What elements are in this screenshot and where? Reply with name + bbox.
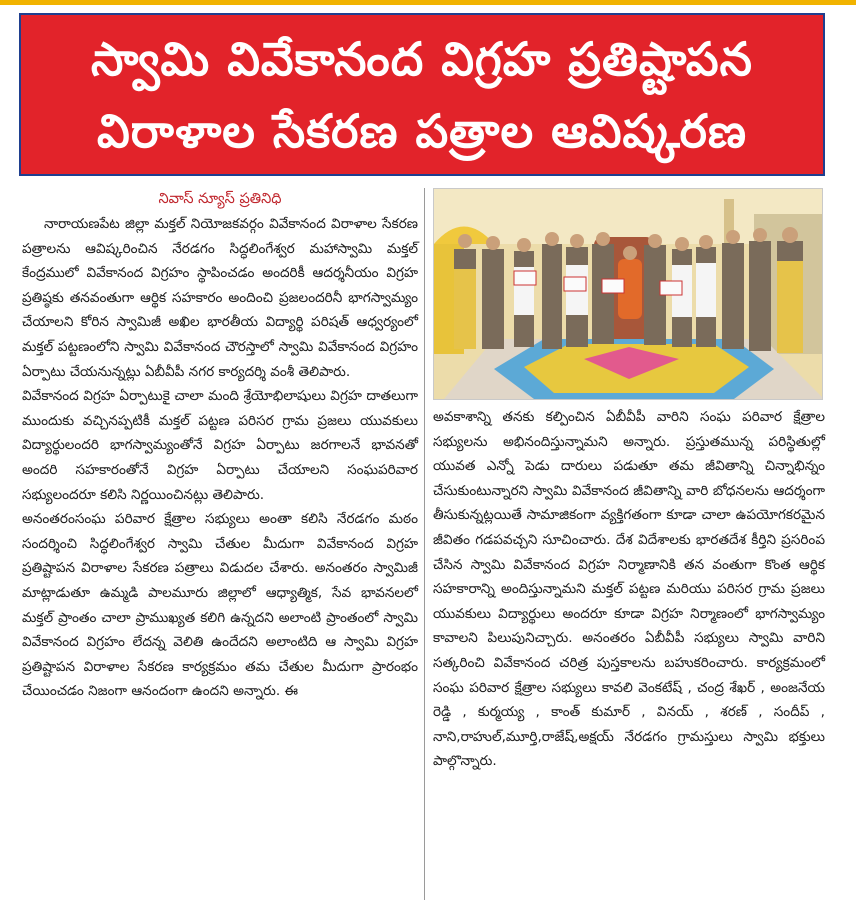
top-rule: [0, 0, 856, 5]
event-photo-illustration: [434, 189, 823, 400]
paragraph: వివేకానంద విగ్రహ ఏర్పాటుకై చాలా మంది శ్రేయోభిలాషులు విగ్రహ దాతలుగా ముందుకు వచ్చినప్పటికీ మక్తల్ పట్టణ పరిసర గ్రామ ప్రజలు యువకులు విద్యార్థులందరి భాగస్వామ్యంతోనే విగ్రహ ఏర్పాటు జరగాలనే భావనతో అందరి సహకారంతోనే విగ్రహ ఏర్పాటు చేయాలని సంఘపరివార సభ్యులందరూ కలిసి నిర్ణయించినట్లు తెలిపారు.: [22, 388, 418, 503]
paragraph: నారాయణపేట జిల్లా మక్తల్ నియోజకవర్గం వివేకానంద విరాళాల సేకరణ పత్రాలను ఆవిష్కరించిన నేరడగం సిద్ధలింగేశ్వర మహాస్వామి మక్తల్ కేంద్రములో వివేకానంద విగ్రహం స్థాపించడం అందరికీ ఆదర్శనీయం విగ్రహ ప్రతిష్ఠకు తనవంతుగా ఆర్థిక సహకారం అందించి ప్రజలందరినీ భాగస్వామ్యం చేయాలని కోరిన స్వామిజీ అఖిల భారతీయ విద్యార్థి పరిషత్ ఆధ్వర్యంలో మక్తల్ పట్టణంలోని స్వామి వివేకానంద చౌరస్తాలో స్వామి వివేకానంద విగ్రహం ఏర్పాటు చేయనున్నట్లు ఏబీవీపీ నగర కార్యదర్శి వంశీ తెలిపారు.: [22, 216, 418, 380]
event-photo: [433, 188, 823, 400]
article-right-column: [433, 405, 825, 774]
paragraph: అవకాశాన్ని తనకు కల్పించిన ఏబీవీపీ వారిని సంఘ పరివార క్షేత్రాల సభ్యులను అభినందిస్తున్నామని అన్నారు. ప్రస్తుతమున్న పరిస్థితుల్లో యువత ఎన్నో పెడు దారులు పడుతూ తమ జీవితాన్ని చిన్నాభిన్నం చేసుకుంటున్నారని స్వామి వివేకానంద జీవితాన్ని వారి బోధనలను ఆదర్శంగా తీసుకున్నట్లయితే సామాజికంగా వ్యక్తిగతంగా కూడా చాలా ఉపయోగకరమైన జీవితం గడపవచ్చని సూచించారు. దేశ విదేశాలకు భారతదేశ కీర్తిని ప్రసరింప చేసిన స్వామి వివేకానంద విగ్రహ నిర్మాణానికి తన వంతుగా కొంత ఆర్థిక సహకారాన్ని అందిస్తున్నామని మక్తల్ పట్టణ మరియు పరిసర గ్రామ ప్రజలు యువకులు విద్యార్థులు అందరూ కూడా విగ్రహ నిర్మాణంలో భాగస్వామ్యం కావాలని పిలుపునిచ్చారు. అనంతరం ఏబీవీపీ సభ్యులు స్వామి వారిని సత్కరించి వివేకానంద చరిత్ర పుస్తకాలను బహుకరించారు. కార్యక్రమంలో సంఘ పరివార క్షేత్రాల సభ్యులు కావలి వెంకటేష్ , చంద్ర శేఖర్ , అంజనేయ రెడ్డి , కుర్మయ్య , కాంత్ కుమార్ , వినయ్ , శరణ్ , సందీప్ , నాని,రాహుల్,మూర్తి,రాజేష్,అక్షయ్ నేరడగం గ్రామస్తులు స్వామి భక్తులు పాల్గొన్నారు.: [433, 409, 825, 770]
left-body-text: [22, 212, 418, 704]
headline-line-2: విరాళాల సేకరణ పత్రాల ఆవిష్కరణ: [97, 103, 747, 158]
column-divider: [424, 188, 425, 900]
headline-banner: [19, 13, 825, 176]
paragraph: అనంతరంసంఘ పరివార క్షేత్రాల సభ్యులు అంతా కలిసి నేరడగం మఠం సందర్శించి సిద్ధలింగేశ్వర స్వామి చేతుల మీదుగా వివేకానంద విగ్రహ ప్రతిష్టాపన విరాళాల సేకరణ పత్రాలు విడుదల చేశారు. అనంతరం స్వామిజీ మాట్లాడుతూ ఉమ్మడి పాలమూరు జిల్లాలో ఆధ్యాత్మిక, సేవ భావనలలో మక్తల్ ప్రాంతం చాలా ప్రాముఖ్యత కలిగి ఉన్నదని అలాంటి ప్రాంతంలో స్వామి వివేకానంద విగ్రహం లేదన్న వెలితి ఉందేదని అలాంటిది ఆ స్వామి విగ్రహ ప్రతిష్టాపన విరాళాల సేకరణ కార్యక్రమం తమ చేతుల మీదుగా ప్రారంభం చేయించడం నిజంగా ఆనందంగా ఉందని అన్నారు. ఈ: [22, 511, 418, 700]
byline: నివాస్ న్యూస్ ప్రతినిధి: [158, 191, 282, 207]
article-left-column: [22, 186, 418, 704]
headline-line-1: స్వామి వివేకానంద విగ్రహ ప్రతిష్టాపన: [91, 31, 753, 86]
right-body-text: [433, 405, 825, 774]
